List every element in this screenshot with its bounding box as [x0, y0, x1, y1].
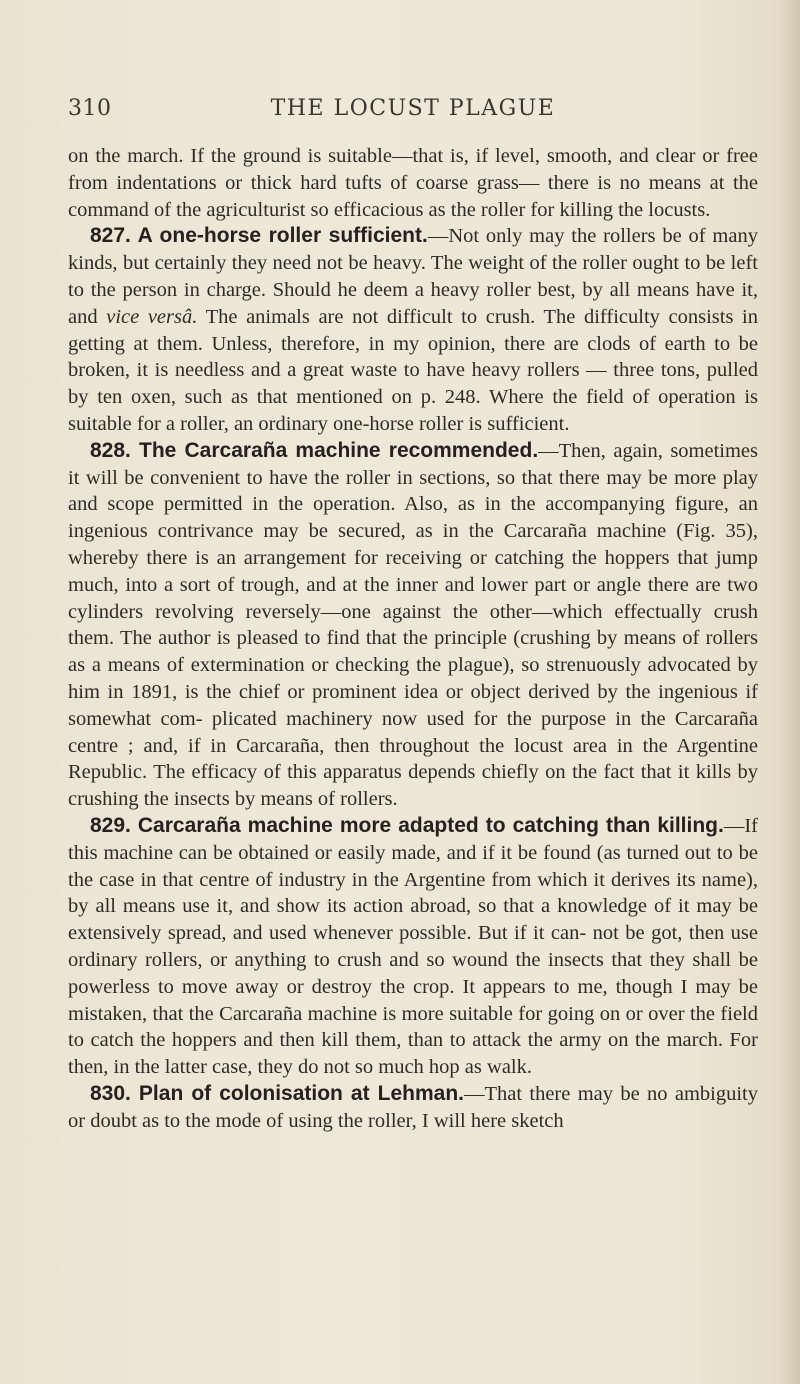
paragraph-text: —That there may be no ambiguity or doubt as to the mode of using the roller, I will here sketch: [68, 1082, 758, 1132]
page-header: [68, 96, 758, 136]
paragraph-text: —If this machine can be obtained or easily made, and if it be found (as turned out to be the case in that centre of industry in the Argentine from which it derives its name), by all means use it, and show its action abroad, so that a knowledge of it may be extensively spread, and used whenever possible. But if it can- not be got, then use ordinary rollers, or anything to crush and so wound the insects that they shall be powerless to move away or destroy the crop. It appears to me, though I may be mistaken, that the Carcaraña machine is more suitable for going on or over the field to catch the hoppers and then kill them, than to attack the army on the march. For then, in the latter case, they do not so much hop as walk.: [68, 814, 758, 1079]
paragraph-continuation: [68, 143, 758, 223]
section-heading-829: 829. Carcaraña machine more adapted to catching than killing.: [90, 813, 724, 837]
italic-phrase: vice versâ.: [106, 305, 198, 328]
paragraph-829: [68, 813, 758, 1081]
paragraph-text: —Then, again, sometimes it will be convenient to have the roller in sections, so that there may be more play and scope permitted in the operation. Also, as in the accompanying figure, an ingenious contrivance may be secured, as in the Carcaraña machine (Fig. 35), whereby there is an arrangement for receiving or catching the hoppers that jump much, into a sort of trough, and at the inner and lower part or angle there are two cylinders revolving reversely—one against the other—which effectually crush them. The author is pleased to find that the principle (crushing by means of rollers as a means of extermination or checking the plague), so strenuously advocated by him in 1891, is the chief or prominent idea or object derived by the ingenious if somewhat com- plicated machinery now used for the purpose in the Carcaraña centre ; and, if in Carcaraña, then throughout the locust area in the Argentine Republic. The efficacy of this apparatus depends chiefly on the fact that it kills by crushing the insects by means of rollers.: [68, 439, 759, 811]
paragraph-830: [68, 1081, 758, 1135]
section-heading-827: 827. A one-horse roller sufficient.: [90, 224, 428, 248]
page-edge-shadow: [778, 0, 800, 1384]
paragraph-text: —Not only may the rollers be of many kinds, but certainly they need not be heavy. The weight of the roller ought to be left to the person in charge. Should he deem a heavy roller best, by all means have it, and: [68, 225, 758, 328]
body-text: [68, 143, 758, 1134]
paragraph-827: [68, 223, 758, 437]
paragraph-text: on the march. If the ground is suitable—that is, if level, smooth, and clear or free from indentations or thick hard tufts of coarse grass— there is no means at the command of the agriculturist so efficacious as the roller for killing the locusts.: [68, 145, 758, 221]
running-title: THE LOCUST PLAGUE: [270, 96, 556, 121]
paragraph-828: [68, 438, 758, 813]
page-number: 310: [68, 96, 112, 121]
section-heading-828: 828. The Carcaraña machine recommended.: [90, 438, 539, 462]
section-heading-830: 830. Plan of colonisation at Lehman.: [90, 1081, 464, 1105]
paragraph-text-continued: The animals are not difficult to crush. The difficulty consists in getting at them. Unless, therefore, in my opinion, there are clods of earth to be broken, it is needless and a great waste to have heavy rollers — three tons, pulled by ten oxen, such as that mentioned on p. 248. Where the field of operation is suitable for a roller, an ordinary one-horse roller is sufficient.: [68, 305, 758, 435]
